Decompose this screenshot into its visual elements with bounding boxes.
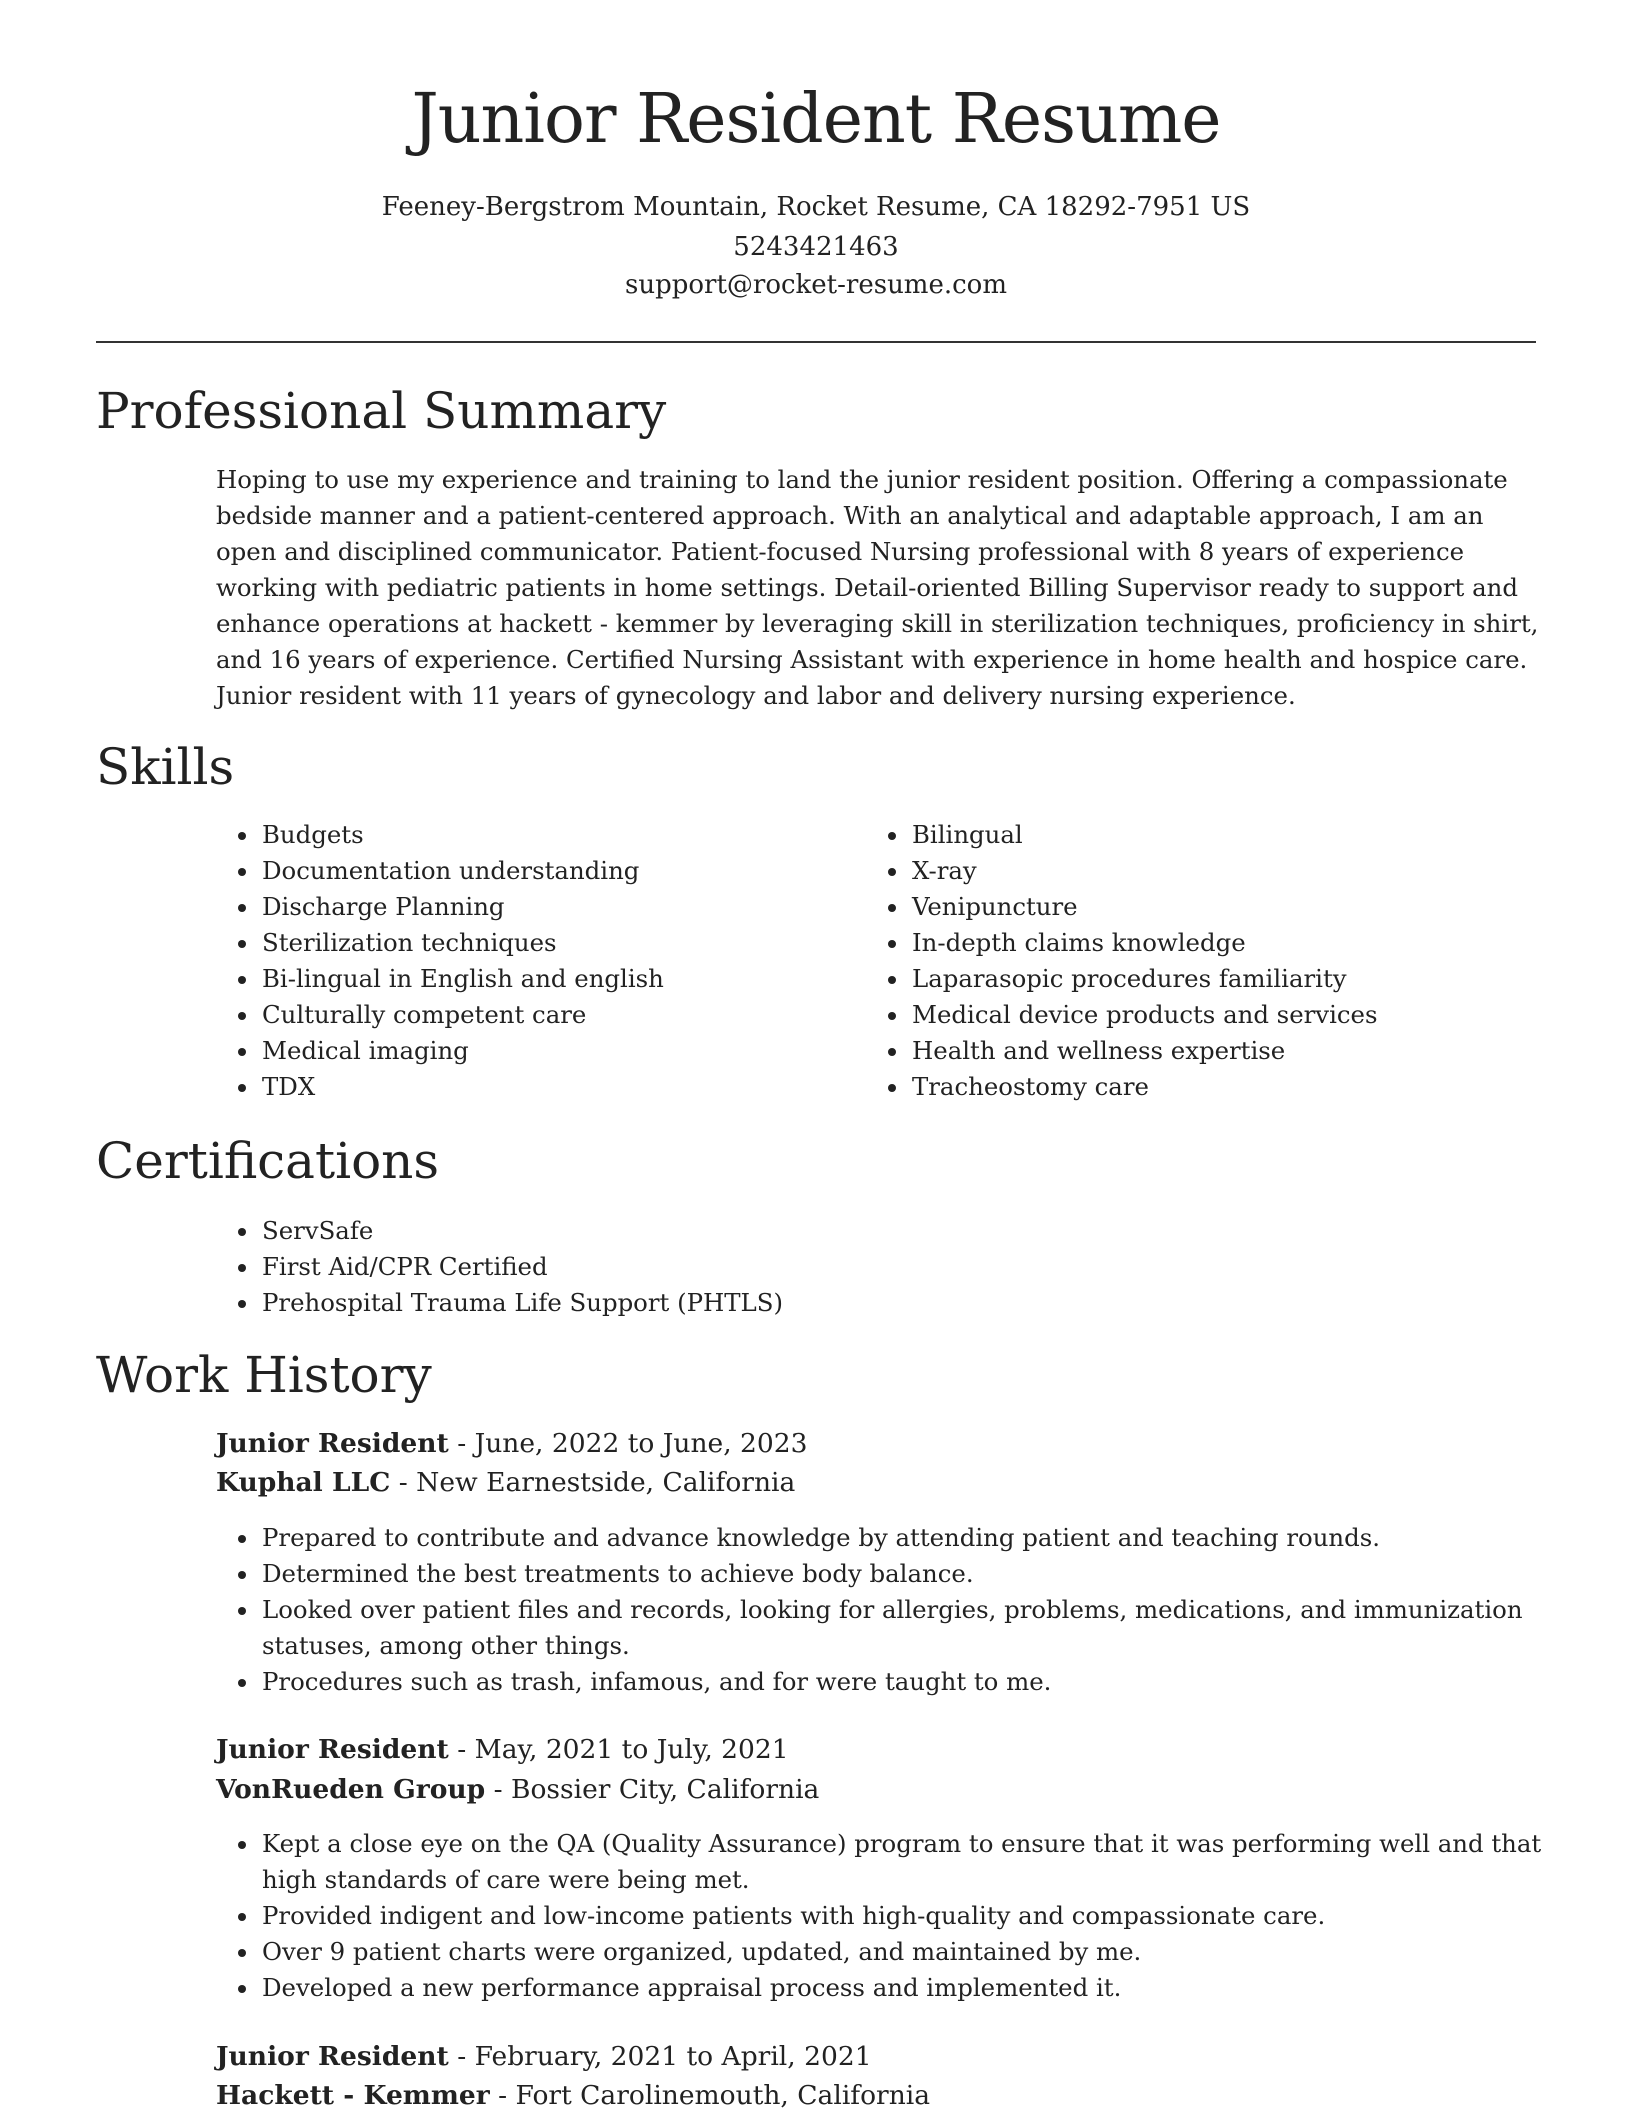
job-bullet: • Over 9 patient charts were organized, updated, and maintained by me.	[260, 1934, 1580, 1970]
skill-item: • Budgets	[260, 817, 860, 853]
skill-item: • Documentation understanding	[260, 853, 860, 889]
skill-item: • Bi-lingual in English and english	[260, 961, 860, 997]
job-title-line	[216, 1734, 789, 1765]
skill-item: • Culturally competent care	[260, 997, 860, 1033]
contact-address: Feeney-Bergstrom Mountain, Rocket Resume, CA 18292-7951 US	[381, 192, 1251, 222]
skill-item: • Tracheostomy care	[910, 1069, 1570, 1105]
job-role: Junior Resident	[216, 1734, 449, 1765]
job-bullet: • Determined the best treatments to achieve body balance.	[260, 1556, 1580, 1592]
job-location: - Fort Carolinemouth, California	[489, 2080, 931, 2111]
job-bullets	[216, 1520, 1580, 1700]
skills-list-left	[216, 817, 860, 1105]
work-history-heading: Work History	[96, 1346, 432, 1404]
certification-item: • Prehospital Trauma Life Support (PHTLS)	[260, 1285, 1560, 1321]
skill-item: • Medical imaging	[260, 1033, 860, 1069]
certification-item: • ServSafe	[260, 1213, 1560, 1249]
certifications-heading: Certifications	[96, 1132, 440, 1190]
skill-item: • Laparasopic procedures familiarity	[910, 961, 1570, 997]
skills-heading: Skills	[96, 738, 235, 796]
certification-item: • First Aid/CPR Certified	[260, 1249, 1560, 1285]
skill-item: • Sterilization techniques	[260, 925, 860, 961]
skill-item: • Medical device products and services	[910, 997, 1570, 1033]
job-company: Kuphal LLC	[216, 1467, 391, 1498]
contact-phone: 5243421463	[733, 232, 899, 262]
job-company-line	[216, 2080, 930, 2111]
summary-heading: Professional Summary	[96, 382, 667, 440]
job-location: - New Earnestside, California	[390, 1467, 796, 1498]
skills-list-right	[866, 817, 1570, 1105]
skill-item: • Bilingual	[910, 817, 1570, 853]
job-role: Junior Resident	[216, 1428, 449, 1459]
job-dates: - February, 2021 to April, 2021	[448, 2041, 872, 2072]
skill-item: • X-ray	[910, 853, 1570, 889]
certifications-list	[216, 1213, 1560, 1321]
job-company-line	[216, 1467, 795, 1498]
job-company: VonRueden Group	[216, 1774, 486, 1805]
job-company-line	[216, 1774, 819, 1805]
skill-item: • In-depth claims knowledge	[910, 925, 1570, 961]
skill-item: • TDX	[260, 1069, 860, 1105]
job-role: Junior Resident	[216, 2041, 449, 2072]
job-bullet: • Kept a close eye on the QA (Quality Assurance) program to ensure that it was performing well and that high standards of care were being met.	[260, 1826, 1580, 1898]
job-dates: - June, 2022 to June, 2023	[448, 1428, 808, 1459]
skill-item: • Discharge Planning	[260, 889, 860, 925]
job-bullets	[216, 1826, 1580, 2006]
summary-text: Hoping to use my experience and training to land the junior resident position. Offering a compassionate bedside manner and a patient-centered approach. With an analytical and adaptable approach, I am an open and disciplined communicator. Patient-focused Nursing professional with 8 years of experience working with pediatric patients in home settings. Detail-oriented Billing Supervisor ready to support and enhance operations at hackett - kemmer by leveraging skill in sterilization techniques, proficiency in shirt, and 16 years of experience. Certified Nursing Assistant with experience in home health and hospice care. Junior resident with 11 years of gynecology and labor and delivery nursing experience.	[216, 465, 1539, 710]
job-company: Hackett - Kemmer	[216, 2080, 490, 2111]
job-title-line	[216, 2041, 872, 2072]
job-title-line	[216, 1428, 808, 1459]
skill-item: • Venipuncture	[910, 889, 1570, 925]
job-bullet: • Provided indigent and low-income patients with high-quality and compassionate care.	[260, 1898, 1580, 1934]
resume-title: Junior Resident Resume	[411, 80, 1221, 159]
job-dates: - May, 2021 to July, 2021	[448, 1734, 789, 1765]
job-bullet: • Prepared to contribute and advance knowledge by attending patient and teaching rounds.	[260, 1520, 1580, 1556]
header-divider	[96, 341, 1536, 343]
contact-email: support@rocket-resume.com	[624, 270, 1007, 300]
job-bullet: • Looked over patient files and records, looking for allergies, problems, medications, and immunization statuses, among other things.	[260, 1592, 1580, 1664]
job-bullet: • Developed a new performance appraisal process and implemented it.	[260, 1970, 1580, 2006]
skill-item: • Health and wellness expertise	[910, 1033, 1570, 1069]
job-bullet: • Procedures such as trash, infamous, and for were taught to me.	[260, 1664, 1580, 1700]
job-location: - Bossier City, California	[485, 1774, 820, 1805]
